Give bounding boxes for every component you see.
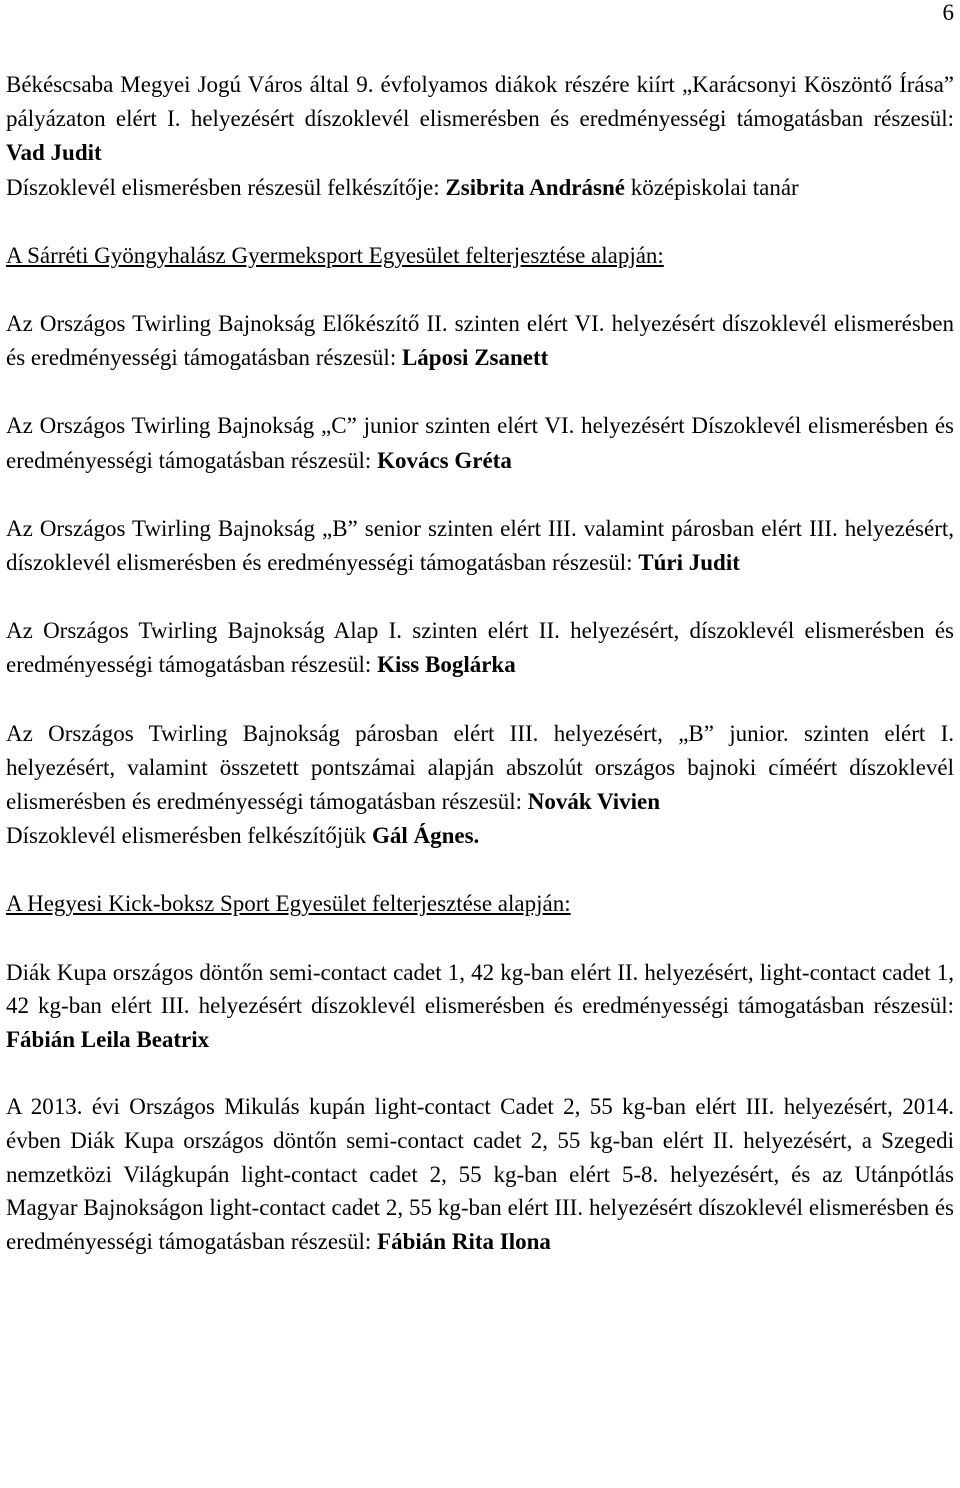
document-body <box>6 68 954 1258</box>
award-text: Békéscsaba Megyei Jogú Város által 9. évfolyamos diákok részére kiírt „Karácsonyi Köszöntő Írása” pályázaton elért I. helyezésért díszoklevél elismerésben és eredményességi támogatásban részesül: <box>6 72 954 132</box>
section-heading-sarreti: A Sárréti Gyöngyhalász Gyermeksport Egyesület felterjesztése alapján: <box>6 242 664 268</box>
award-text: Az Országos Twirling Bajnokság Alap I. szinten elért II. helyezésért, díszoklevél elismerésben és eredményességi támogatásban részesül: <box>6 618 954 678</box>
paragraph-award-novak-vivien <box>6 717 954 854</box>
paragraph-award-kiss-boglarka <box>6 614 954 682</box>
paragraph-award-turi-judit <box>6 512 954 580</box>
recipient-name: Kiss Boglárka <box>377 652 516 678</box>
paragraph-award-vad-judit <box>6 68 954 205</box>
recipient-name: Kovács Gréta <box>377 447 512 473</box>
recipient-name: Fábián Rita Ilona <box>377 1228 551 1254</box>
recipient-name: Láposi Zsanett <box>401 345 549 371</box>
section-heading-hegyesi: A Hegyesi Kick-boksz Sport Egyesület felterjesztése alapján: <box>6 891 571 917</box>
paragraph-award-kovacs-greta <box>6 409 954 477</box>
award-text: Az Országos Twirling Bajnokság Előkészítő II. szinten elért VI. helyezésért díszoklevél elismerésben és eredményességi támogatásban részesül: <box>6 311 954 371</box>
paragraph-award-fabian-rita <box>6 1090 954 1258</box>
recipient-name: Vad Judit <box>6 140 102 166</box>
award-text: Díszoklevél elismerésben részesül felkészítője: <box>6 174 446 200</box>
recipient-name: Fábián Leila Beatrix <box>6 1026 210 1052</box>
paragraph-award-laposi-zsanett <box>6 307 954 375</box>
recipient-name: Novák Vivien <box>527 789 661 815</box>
award-text: Az Országos Twirling Bajnokság „C” junior szinten elért VI. helyezésért Díszoklevél elismerésben és eredményességi támogatásban részesül: <box>6 413 954 473</box>
award-text: Az Országos Twirling Bajnokság „B” senior szinten elért III. valamint párosban elért III. helyezésért, díszoklevél elismerésben és eredményességi támogatásban részesül: <box>6 515 954 576</box>
award-text: Díszoklevél elismerésben felkészítőjük <box>6 823 372 849</box>
page-number: 6 <box>942 0 954 25</box>
award-text: Diák Kupa országos döntőn semi-contact cadet 1, 42 kg-ban elért II. helyezésért, light-contact cadet 1, 42 kg-ban elért III. helyezésért díszoklevél elismerésben és eredményességi támogatásban részesül: <box>6 959 954 1019</box>
teacher-name: Zsibrita Andrásné <box>445 174 625 200</box>
award-text: középiskolai tanár <box>624 174 799 200</box>
recipient-name: Túri Judit <box>638 550 740 576</box>
teacher-name: Gál Ágnes. <box>371 823 480 849</box>
paragraph-award-fabian-leila <box>6 956 954 1057</box>
award-text: A 2013. évi Országos Mikulás kupán light-contact Cadet 2, 55 kg-ban elért III. helyezésért, 2014. évben Diák Kupa országos döntőn semi-contact cadet 2, 55 kg-ban elért II. helyezésért, a Szegedi nemzetközi Világkupán light-contact cadet 2, 55 kg-ban elért 5-8. helyezésért, és az Utánpótlás Magyar Bajnokságon light-contact cadet 2, 55 kg-ban elért III. helyezésért díszoklevél elismerésben és eredményességi támogatásban részesül: <box>6 1094 954 1254</box>
award-text: Az Országos Twirling Bajnokság párosban elért III. helyezésért, „B” junior. szinten elért I. helyezésért, valamint összetett pontszámai alapján abszolút országos bajnoki címéért díszoklevél elismerésben és eredményességi támogatásban részesül: <box>6 720 954 815</box>
